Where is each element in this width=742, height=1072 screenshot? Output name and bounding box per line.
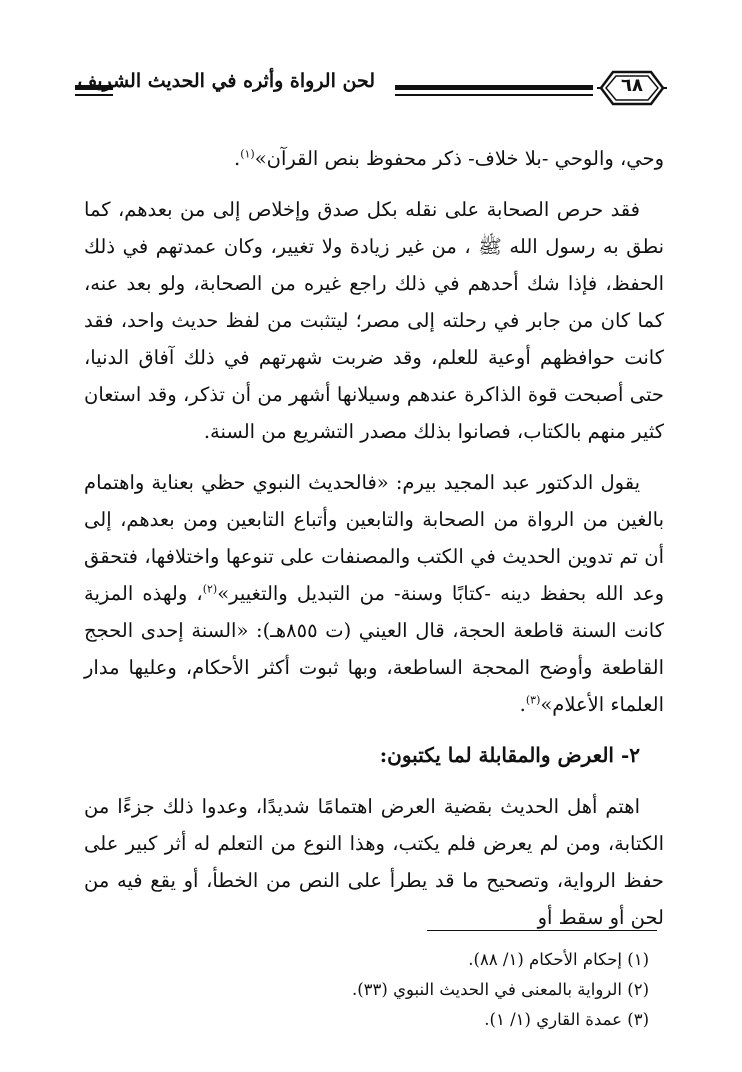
paragraph-4: اهتم أهل الحديث بقضية العرض اهتمامًا شديدًا، وعدوا ذلك جزءًا من الكتابة، ومن لم يعرض فلم يكتب، وهذا النوع من التعلم له أثر كبير على حفظ الرواية، وتصحيح ما قد يطرأ على النص من الخطأ، أو يقع فيه من لحن أو سقط أو xyxy=(84,795,664,929)
section-heading: ٢- العرض والمقابلة لما يكتبون: xyxy=(379,743,640,767)
footnote-item: (١) إحكام الأحكام (١/ ٨٨). xyxy=(468,950,649,969)
paragraph-3: يقول الدكتور عبد المجيد بيرم: «فالحديث النبوي حظي بعناية واهتمام بالغين من الرواة من الصحابة والتابعين وأتباع التابعين ومن بعدهم، إلى أن تم تدوين الحديث في الكتب والمصنفات على تنوعها واختلافها، فتحقق وعد الله بحفظ دينه -كتابًا وسنة- من التبديل والتغيير»$^{(٢)}$، ولهذه المزية كانت السنة قاطعة الحجة، قال العيني (ت ٨٥٥هـ): «السنة إحدى الحجج القاطعة وأوضح المحجة الساطعة، وبها ثبوت أكثر الأحكام، وعليها مدار العلماء الأعلام»$^{(٣)}$. xyxy=(84,471,664,716)
footnotes xyxy=(129,945,649,1035)
footnote-separator xyxy=(427,930,657,931)
page-number-badge xyxy=(597,66,667,110)
footnote-item: (٢) الرواية بالمعنى في الحديث النبوي (٣٣). xyxy=(351,980,649,999)
page-header xyxy=(75,66,675,110)
footnote-ref-2: (٢) xyxy=(202,582,218,596)
paragraph-1: وحي، والوحي -بلا خلاف- ذكر محفوظ بنص القرآن»$^{(١)}$. xyxy=(233,147,664,170)
running-title: لحن الرواة وأثره في الحديث الشريف xyxy=(77,70,375,92)
footnote-ref-3: (٣) xyxy=(525,693,541,707)
header-rule-left-thin xyxy=(75,94,113,96)
page-number: ٦٨ xyxy=(621,75,643,96)
main-text xyxy=(84,140,664,936)
paragraph-2: فقد حرص الصحابة على نقله بكل صدق وإخلاص إلى من بعدهم، كما نطق به رسول الله ﷺ ، من غير زيادة ولا تغيير، وكان عمدتهم في ذلك الحفظ، فإذا شك أحدهم في ذلك راجع غيره من الصحابة، ولو بعد عنه، كما كان من جابر في رحلته إلى مصر؛ ليتثبت من لفظ حديث واحد، فقد كانت حوافظهم أوعية للعلم، وقد ضربت شهرتهم في ذلك آفاق الدنيا، حتى أصبحت قوة الذاكرة عندهم وسيلانها أشهر من أن تذكر، وقد استعان كثير منهم بالكتاب، فصانوا بذلك مصدر التشريع من السنة. xyxy=(84,198,664,443)
header-rule-middle-thick xyxy=(395,85,593,90)
footnote-item: (٣) عمدة القاري (١/ ١). xyxy=(484,1010,649,1029)
footnote-ref-1: (١) xyxy=(240,147,255,161)
header-rule-middle-thin xyxy=(395,94,593,96)
